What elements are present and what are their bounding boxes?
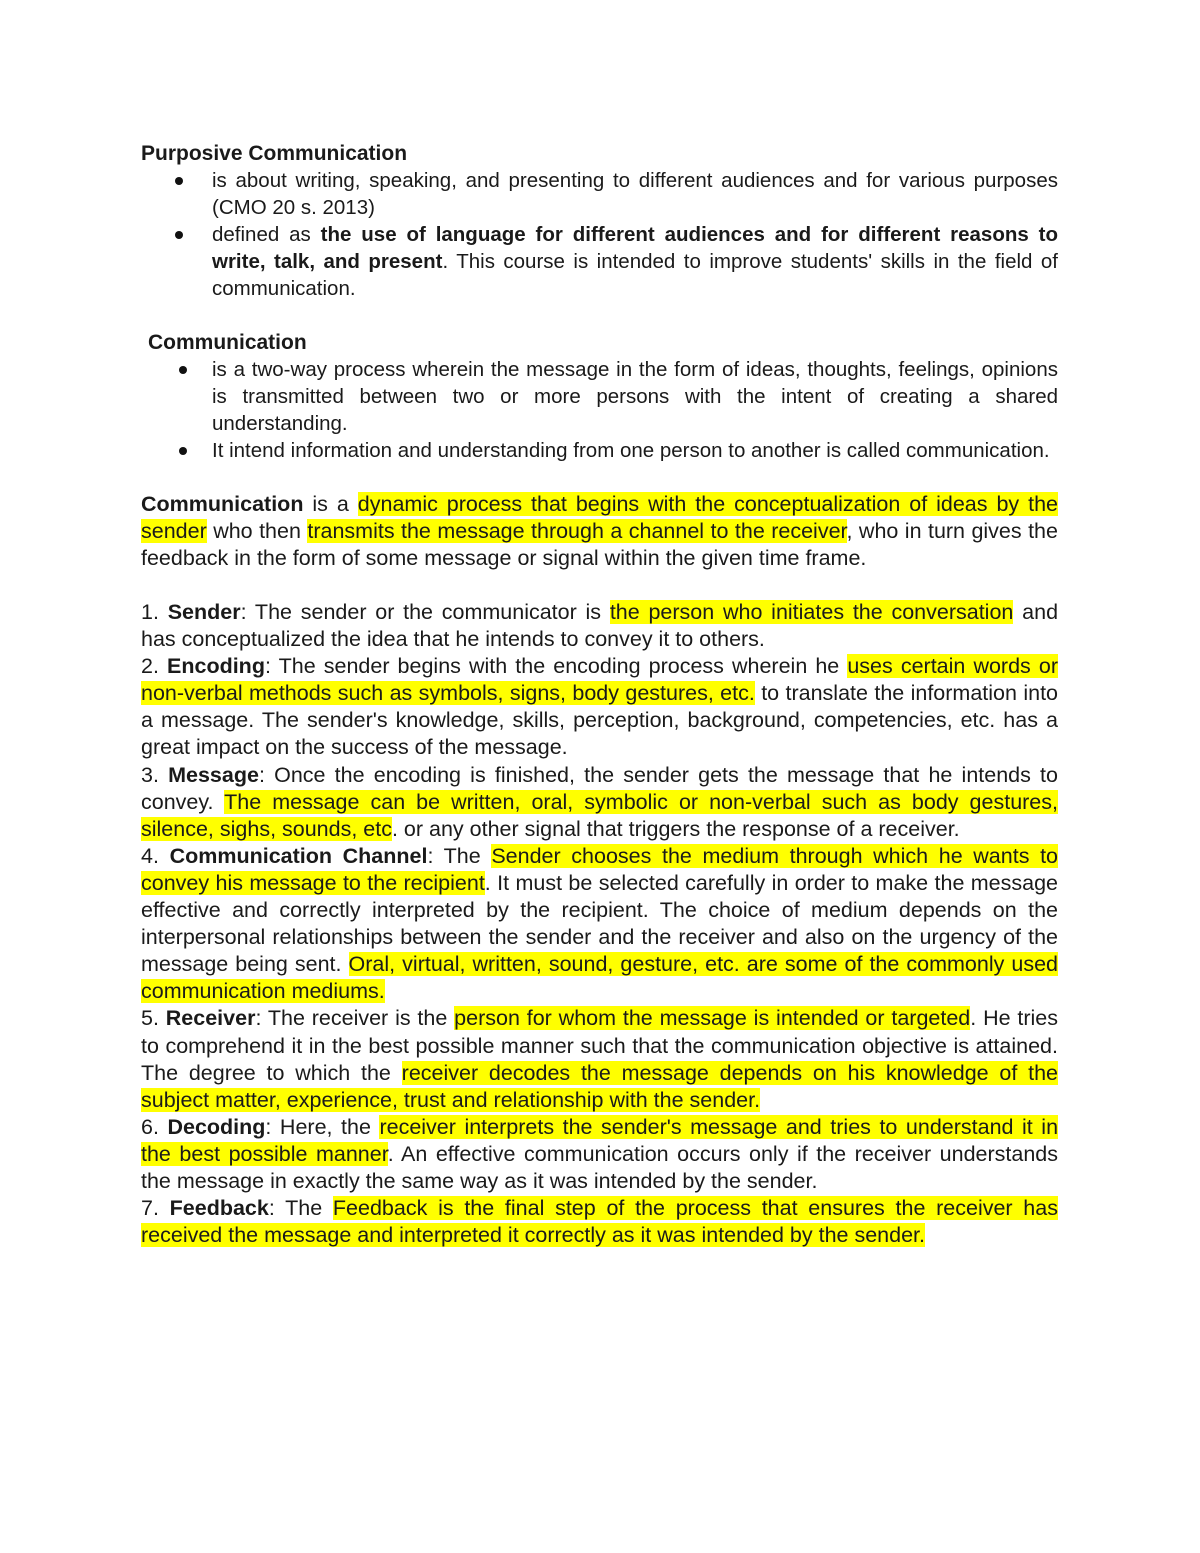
definition-term: Communication (141, 492, 304, 516)
highlighted-text: transmits the message through a channel to the receiver (307, 519, 847, 543)
highlighted-text: receiver interprets the sender's message and tries to understand it in the best possible manner (141, 1114, 1059, 1166)
highlighted-text: receiver decodes the message depends on his knowledge of the subject matter, experience, trust and relationship with the sender. (141, 1060, 1058, 1112)
highlighted-text: Feedback is the final step of the process that ensures the receiver has received the message and interpreted it correctly as it was intended by the sender. (141, 1196, 1058, 1248)
item-label: Message (168, 762, 259, 787)
item-label: Sender (167, 600, 241, 624)
item-number: 3. (141, 762, 169, 787)
communication-definition-paragraph (141, 491, 1058, 572)
purposive-communication-heading: Purposive Communication (141, 142, 408, 165)
bullet-text: is a two-way process wherein the message in the form of ideas, thoughts, feelings, opinions is transmitted between two or more persons with the intent of creating a shared understanding. (212, 358, 1058, 435)
item-number: 6. (141, 1114, 168, 1139)
document-page (141, 140, 1058, 1249)
item-communication-channel (141, 843, 1058, 1006)
text-run: is a (303, 492, 358, 516)
communication-heading: Communication (148, 331, 307, 354)
communication-bullet-list (141, 356, 1058, 464)
bold-definition: the use of language for different audiences and for different reasons to write, talk, and present (212, 223, 1058, 273)
bullet-text: It intend information and understanding from one person to another is called communication. (212, 439, 1050, 462)
list-item (141, 437, 1058, 464)
text-run: : Once the encoding is finished, the sender gets the message that he intends to convey. (141, 762, 1058, 814)
item-number: 4. (141, 843, 170, 868)
highlighted-text: uses certain words or non-verbal methods such as symbols, signs, body gestures, etc. (141, 654, 1058, 706)
bullet-icon (179, 447, 187, 455)
purposive-bullet-list (141, 167, 1058, 302)
text-run: : The sender or the communicator is (240, 600, 610, 624)
text-run: : Here, the (265, 1114, 380, 1139)
highlighted-text: Sender chooses the medium through which he wants to convey his message to the recipient (141, 843, 1059, 895)
item-number: 7. (141, 1196, 170, 1221)
text-run: . It must be selected carefully in order to make the message effective and correctly interpreted by the recipient. The choice of medium depends on the interpersonal relationships between the sender and the receiver and also on the urgency of the message being sent. (141, 870, 1059, 977)
item-number: 1. (141, 600, 168, 624)
item-sender (141, 599, 1058, 653)
item-label: Receiver (165, 1006, 256, 1031)
text-run: : The (427, 843, 492, 868)
bullet-icon (175, 177, 183, 185)
text-run: : The receiver is the (255, 1006, 455, 1031)
text-run: . or any other signal that triggers the response of a receiver. (391, 816, 960, 841)
bullet-text: defined as (212, 223, 321, 246)
text-run: and has conceptualized the idea that he intends to convey it to others. (141, 600, 1059, 652)
list-item (141, 167, 1058, 221)
text-run: who then (206, 519, 308, 543)
list-item (141, 356, 1058, 437)
highlighted-text: dynamic process that begins with the conceptualization of ideas by the sender (141, 492, 1058, 543)
text-run: . An effective communication occurs only if the receiver understands the message in exactly the same way as it was intended by the sender. (141, 1141, 1058, 1193)
bullet-icon (179, 366, 187, 374)
item-label: Feedback (169, 1196, 269, 1221)
list-item (141, 221, 1058, 302)
highlighted-text: person for whom the message is intended or targeted (454, 1006, 971, 1031)
highlighted-text: The message can be written, oral, symbolic or non-verbal such as body gestures, silence, sighs, sounds, etc (141, 789, 1058, 841)
item-label: Communication Channel (169, 843, 428, 868)
bullet-icon (175, 231, 183, 239)
item-encoding (141, 653, 1058, 761)
bullet-text: . This course is intended to improve students' skills in the field of communication. (212, 250, 1058, 300)
item-receiver (141, 1005, 1058, 1113)
text-run: : The (268, 1196, 333, 1221)
text-run: to translate the information into a message. The sender's knowledge, skills, perception, background, competencies, etc. has a great impact on the success of the message. (141, 681, 1058, 760)
text-run: , who in turn gives the feedback in the form of some message or signal within the given time frame. (141, 519, 1058, 570)
item-message (141, 762, 1058, 843)
item-label: Decoding (167, 1114, 266, 1139)
text-run: . He tries to comprehend it in the best possible manner such that the communication objective is attained. The degree to which the (141, 1006, 1059, 1085)
item-label: Encoding (167, 654, 265, 679)
highlighted-text: Oral, virtual, written, sound, gesture, etc. are some of the commonly used communication mediums. (141, 952, 1058, 1004)
item-decoding (141, 1114, 1058, 1195)
highlighted-text: the person who initiates the conversation (609, 600, 1014, 624)
item-number: 5. (141, 1006, 166, 1031)
bullet-text: is about writing, speaking, and presenting to different audiences and for various purposes (CMO 20 s. 2013) (212, 169, 1058, 219)
item-number: 2. (141, 654, 168, 679)
item-feedback (141, 1195, 1058, 1249)
text-run: : The sender begins with the encoding process wherein he (264, 654, 848, 679)
